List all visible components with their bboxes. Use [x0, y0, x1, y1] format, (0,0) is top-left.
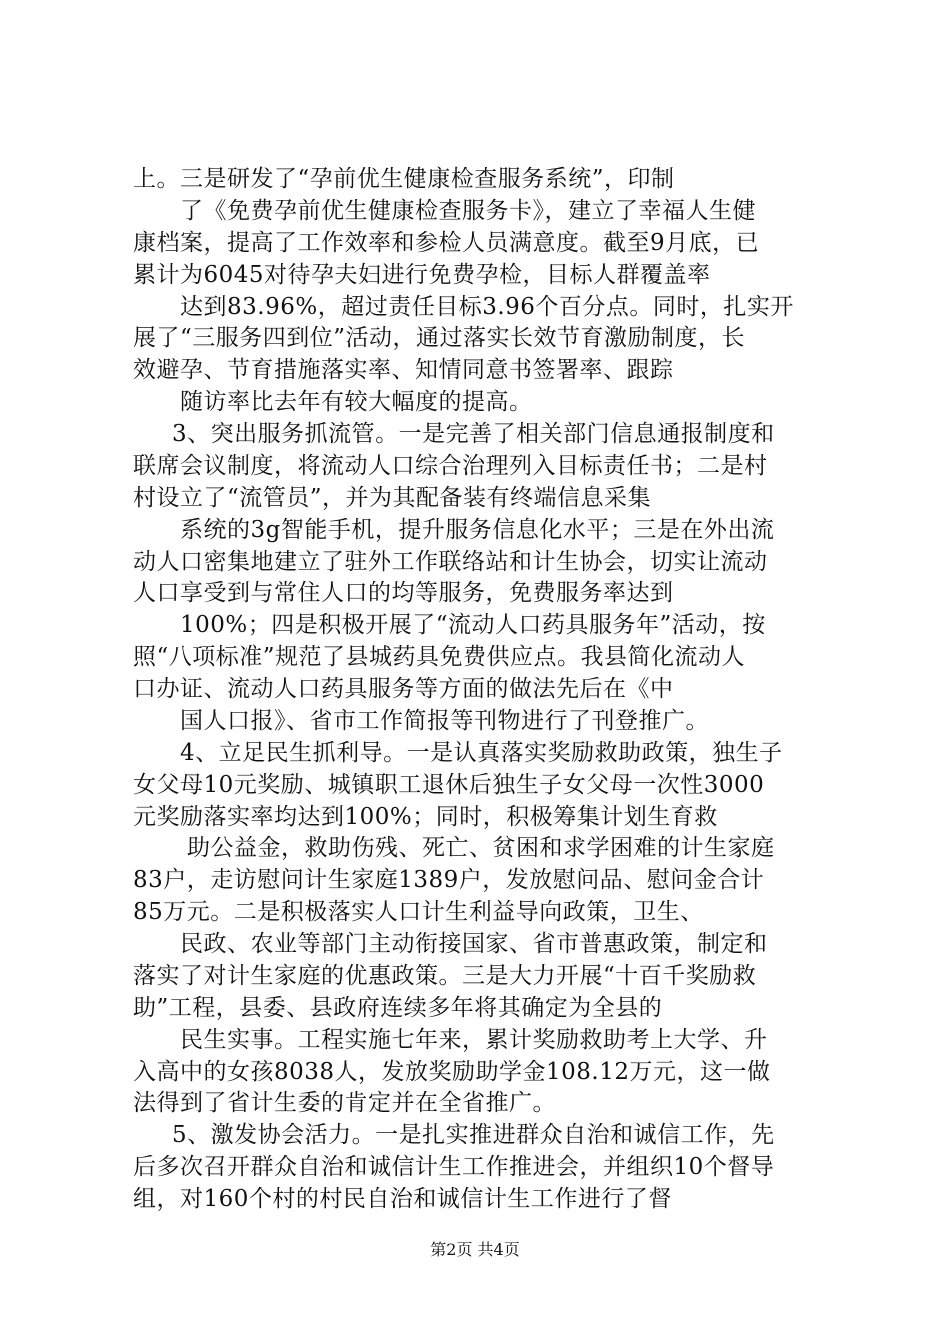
- text-line: 村设立了“流管员”，并为其配备装有终端信息采集: [133, 485, 652, 511]
- text-line: 联席会议制度，将流动人口综合治理列入目标责任书；二是村: [133, 453, 768, 479]
- text-line: 民生实事。工程实施七年来，累计奖励救助考上大学、升: [180, 1027, 768, 1053]
- text-line: 系统的3g智能手机，提升服务信息化水平；三是在外出流: [180, 517, 775, 543]
- section-heading-line: 3、突出服务抓流管。一是完善了相关部门信息通报制度和: [172, 421, 775, 447]
- text-line: 康档案，提高了工作效率和参检人员满意度。截至9月底，已: [133, 230, 760, 256]
- section-heading-line: 4、立足民生抓利导。一是认真落实奖励救助政策，独生子: [180, 740, 783, 766]
- page-number-footer: 第2页 共4页: [430, 1240, 520, 1259]
- text-line: 民政、农业等部门主动衔接国家、省市普惠政策，制定和: [180, 931, 768, 957]
- text-line: 随访率比去年有较大幅度的提高。: [180, 389, 533, 415]
- text-line: 助”工程，县委、县政府连续多年将其确定为全县的: [133, 995, 663, 1021]
- text-line: 了《免费孕前优生健康检查服务卡》，建立了幸福人生健: [180, 198, 756, 224]
- text-line: 入高中的女孩8038人，发放奖励助学金108.12万元，这一做: [133, 1059, 771, 1085]
- text-line: 效避孕、节育措施落实率、知情同意书签署率、跟踪: [133, 357, 674, 383]
- text-line: 国人口报》、省市工作简报等刊物进行了刊登推广。: [180, 708, 709, 734]
- text-line: 法得到了省计生委的肯定并在全省推广。: [133, 1090, 556, 1116]
- text-line: 达到83.96%，超过责任目标3.96个百分点。同时，扎实开: [180, 294, 794, 320]
- text-line: 85万元。二是积极落实人口计生利益导向政策，卫生、: [133, 899, 704, 925]
- text-line: 100%；四是积极开展了“流动人口药具服务年”活动，按: [180, 612, 766, 638]
- text-line: 元奖励落实率均达到100%；同时，积极筹集计划生育救: [133, 804, 718, 830]
- text-line: 累计为6045对待孕夫妇进行免费孕检，目标人群覆盖率: [133, 262, 711, 288]
- text-line: 83户，走访慰问计生家庭1389户，发放慰问品、慰问金合计: [133, 867, 765, 893]
- text-line: 照“八项标准”规范了县城药具免费供应点。我县简化流动人: [133, 644, 746, 670]
- text-line: 动人口密集地建立了驻外工作联络站和计生协会，切实让流动: [133, 549, 768, 575]
- text-line: 后多次召开群众自治和诚信计生工作推进会，并组织10个督导: [133, 1154, 775, 1180]
- text-line: 女父母10元奖励、城镇职工退休后独生子女父母一次性3000: [133, 772, 765, 798]
- text-line: 人口享受到与常住人口的均等服务，免费服务率达到: [133, 580, 674, 606]
- text-line: 上。三是研发了“孕前优生健康检查服务系统”，印制: [133, 166, 675, 192]
- text-line: 口办证、流动人口药具服务等方面的做法先后在《中: [133, 676, 674, 702]
- text-line: 落实了对计生家庭的优惠政策。三是大力开展“十百千奖励救: [133, 963, 757, 989]
- text-line: 展了“三服务四到位”活动，通过落实长效节育激励制度，长: [133, 325, 746, 351]
- text-line: 助公益金，救助伤残、死亡、贫困和求学困难的计生家庭: [187, 835, 775, 861]
- text-line: 组，对160个村的村民自治和诚信计生工作进行了督: [133, 1186, 672, 1212]
- section-heading-line: 5、激发协会活力。一是扎实推进群众自治和诚信工作，先: [172, 1122, 775, 1148]
